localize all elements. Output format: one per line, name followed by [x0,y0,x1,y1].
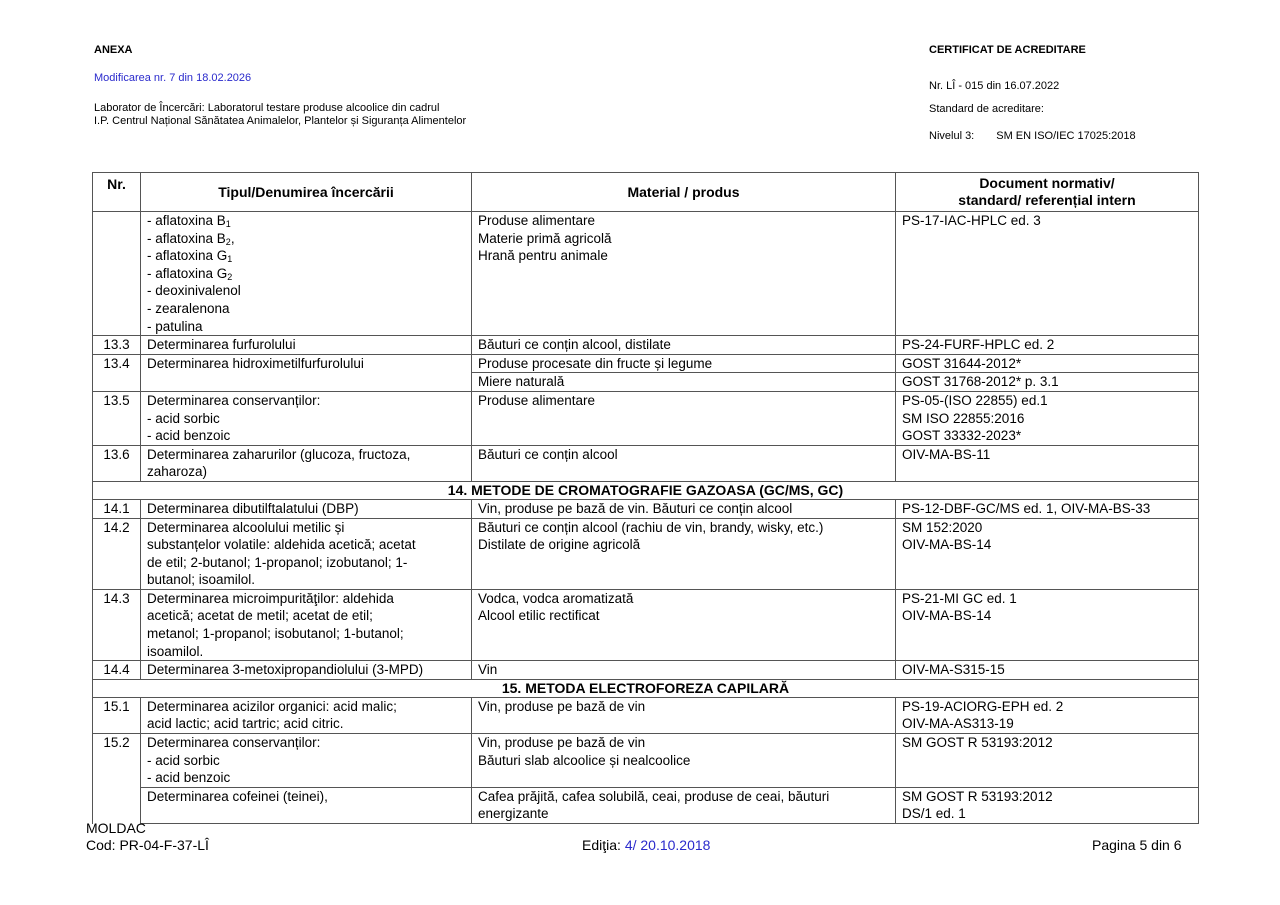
section-heading-row [93,679,1199,697]
table-row [93,697,1199,733]
test-item: - zearalenona [147,300,230,316]
table-row [93,354,1199,373]
row-document: OIV-MA-BS-11 [896,445,1199,481]
row-material: Vin, produse pe bază de vin [472,697,896,733]
accreditation-standard-label: Standard de acreditare: [929,103,1044,115]
row-document: OIV-MA-S315-15 [896,661,1199,680]
row-nr [93,212,141,336]
accreditation-scope-table [92,172,1199,824]
table-row [93,518,1199,589]
laboratory-line-2: I.P. Centrul Național Sănătatea Animalelor, Plantelor și Siguranța Alimentelor [94,115,467,127]
table-row [93,499,1199,518]
column-header-document [896,173,1199,212]
row-nr: 14.2 [93,518,141,589]
row-test: Determinarea acizilor organici: acid malic; acid lactic; acid tartric; acid citric. [141,697,472,733]
test-item: - deoxinivalenol [147,283,241,299]
test-item: - patulina [147,318,203,334]
row-material: Băuturi ce conțin alcool, distilate [472,336,896,355]
table-header-row [93,173,1199,212]
test-item: - aflatoxina $G_1$ [147,248,233,265]
row-test: Determinarea zaharurilor (glucoza, fructoza, zaharoza) [141,445,472,481]
row-document: PS-19-ACIORG-EPH ed. 2 OIV-MA-AS313-19 [896,697,1199,733]
table-row [93,336,1199,355]
level-standard: SM EN ISO/IEC 17025:2018 [996,130,1136,142]
row-nr: 14.3 [93,589,141,660]
edition-label: Ediţia: [582,837,625,853]
table-row [93,212,1199,336]
edition-value: 4/ 20.10.2018 [624,837,711,853]
modification-note: Modificarea nr. 7 din 18.02.2026 [94,72,252,84]
table-row [93,445,1199,481]
column-header-document-line-1: Document normativ/ [979,175,1115,191]
row-document: PS-12-DBF-GC/MS ed. 1, OIV-MA-BS-33 [896,499,1199,518]
footer-organization: MOLDAC [86,820,146,836]
column-header-material: Material / produs [472,173,896,212]
table-row [93,391,1199,445]
row-material: Produse procesate din fructe și legume [472,354,896,373]
level-label: Nivelul 3: [929,130,975,142]
row-document: SM GOST R 53193:2012 DS/1 ed. 1 [896,787,1199,823]
row-test: Determinarea 3-metoxipropandiolului (3-MPD) [141,661,472,680]
row-material: Produse alimentare [472,391,896,445]
row-nr: 13.5 [93,391,141,445]
row-material: Vin [472,661,896,680]
table-row [93,661,1199,680]
certificate-number: Nr. LÎ - 015 din 16.07.2022 [929,80,1060,92]
column-header-document-line-2: standard/ referențial intern [958,192,1136,208]
row-nr: 15.1 [93,697,141,733]
row-test: Determinarea hidroximetilfurfurolului [141,354,472,391]
row-document: PS-24-FURF-HPLC ed. 2 [896,336,1199,355]
row-nr: 13.3 [93,336,141,355]
row-test: Determinarea furfurolului [141,336,472,355]
accreditation-level [929,130,1136,143]
row-test: Determinarea dibutilftalatului (DBP) [141,499,472,518]
table-row [93,734,1199,788]
row-material: Cafea prăjită, cafea solubilă, ceai, produse de ceai, băuturi energizante [472,787,896,823]
laboratory-name [94,102,466,128]
section-heading-15: 15. METODA ELECTROFOREZA CAPILARĂ [93,679,1199,697]
row-material: Vodca, vodca aromatizată Alcool etilic rectificat [472,589,896,660]
row-test: Determinarea alcoolului metilic și substanțelor volatile: aldehida acetică; acetat de etil; 2-butanol; 1-propanol; izobutanol; 1- butanol; isoamilol. [141,518,472,589]
row-document: GOST 31768-2012* p. 3.1 [896,373,1199,392]
row-nr: 15.2 [93,734,141,824]
annex-label: ANEXA [94,44,133,56]
row-nr: 13.4 [93,354,141,391]
row-material: Vin, produse pe bază de vin Băuturi slab alcoolice și nealcoolice [472,734,896,788]
row-material: Miere naturală [472,373,896,392]
row-material: Băuturi ce conțin alcool (rachiu de vin, brandy, wisky, etc.) Distilate de origine agricolă [472,518,896,589]
row-test: Determinarea conservanților: - acid sorbic - acid benzoic [141,391,472,445]
row-test: Determinarea microimpurităţilor: aldehida acetică; acetat de metil; acetat de etil; metanol; 1-propanol; isobutanol; 1-butanol; isoamilol. [141,589,472,660]
laboratory-line-1: Laborator de Încercări: Laboratorul testare produse alcoolice din cadrul [94,102,440,114]
footer-code: Cod: PR-04-F-37-LÎ [86,837,209,853]
row-material: Băuturi ce conțin alcool [472,445,896,481]
row-test [141,212,472,336]
row-test: Determinarea conservanților: - acid sorbic - acid benzoic [141,734,472,788]
certificate-title: CERTIFICAT DE ACREDITARE [929,44,1086,56]
row-test: Determinarea cofeinei (teinei), [141,787,472,823]
row-document: PS-21-MI GC ed. 1 OIV-MA-BS-14 [896,589,1199,660]
table-subrow [93,787,1199,823]
row-nr: 14.1 [93,499,141,518]
row-document: SM 152:2020 OIV-MA-BS-14 [896,518,1199,589]
row-document: GOST 31644-2012* [896,354,1199,373]
test-item: - aflatoxina $G_2$ [147,265,233,282]
row-nr: 14.4 [93,661,141,680]
test-item: - aflatoxina $B_2$, [147,230,235,247]
row-material: Produse alimentare Materie primă agricolă Hrană pentru animale [472,212,896,336]
page-number: Pagina 5 din 6 [1092,837,1182,853]
row-document: PS-17-IAC-HPLC ed. 3 [896,212,1199,336]
test-item: - aflatoxina $B_1$ [147,213,231,229]
row-document: SM GOST R 53193:2012 [896,734,1199,788]
row-material: Vin, produse pe bază de vin. Băuturi ce conțin alcool [472,499,896,518]
row-document: PS-05-(ISO 22855) ed.1 SM ISO 22855:2016 GOST 33332-2023* [896,391,1199,445]
section-heading-row [93,481,1199,499]
row-nr: 13.6 [93,445,141,481]
table-row [93,589,1199,660]
column-header-nr: Nr. [93,173,141,212]
column-header-test: Tipul/Denumirea încercării [141,173,472,212]
footer-edition [582,837,710,854]
section-heading-14: 14. METODE DE CROMATOGRAFIE GAZOASA (GC/MS, GC) [93,481,1199,499]
